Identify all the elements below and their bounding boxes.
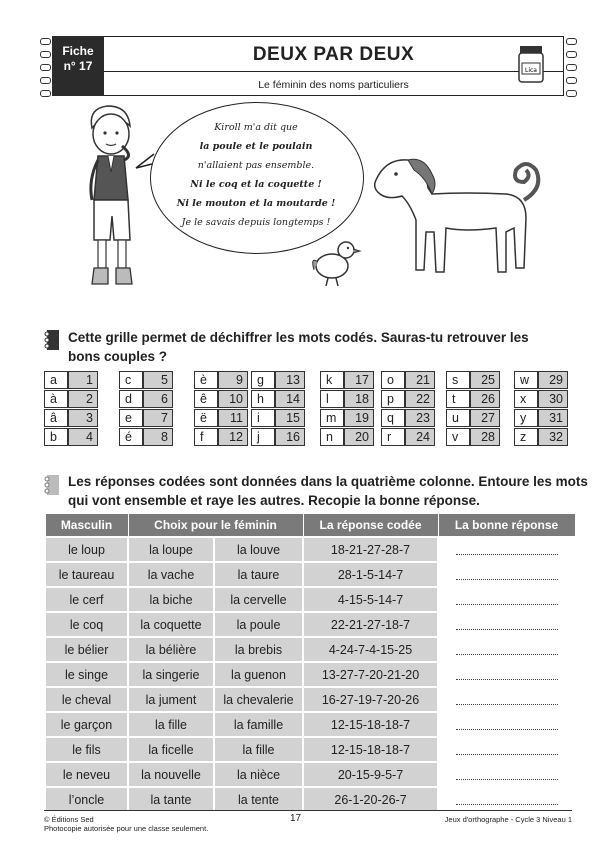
grid-number: 6 (143, 390, 173, 408)
grid-letter: i (251, 409, 275, 427)
speech-line: Ni le mouton et la moutarde ! (176, 198, 336, 209)
grid-letter: n (320, 428, 344, 446)
title-box (104, 36, 564, 96)
choice-cell[interactable]: la poule (214, 612, 303, 637)
grid-number: 8 (143, 428, 173, 446)
choice-cell[interactable]: la guenon (214, 662, 303, 687)
grid-letter: è (194, 371, 218, 389)
code-cell: 12-15-18-18-7 (303, 737, 438, 762)
photocopy-note: Photocopie autorisée pour une classe seulement. (44, 824, 209, 833)
grid-letter: s (446, 371, 470, 389)
answer-field[interactable] (438, 787, 575, 812)
code-cell: 26-1-20-26-7 (303, 787, 438, 812)
grid-number: 23 (405, 409, 435, 427)
masculin-cell: le fils (45, 737, 128, 762)
choice-cell[interactable]: la chevalerie (214, 687, 303, 712)
masculin-cell: le garçon (45, 712, 128, 737)
choice-cell[interactable]: la jument (128, 687, 214, 712)
grid-letter: j (251, 428, 275, 446)
grid-number: 17 (344, 371, 374, 389)
choice-cell[interactable]: la tante (128, 787, 214, 812)
grid-letter: o (381, 371, 405, 389)
choice-cell[interactable]: la fille (214, 737, 303, 762)
answer-field[interactable] (438, 737, 575, 762)
grid-letter: h (251, 390, 275, 408)
dotted-line (456, 642, 558, 655)
answer-field[interactable] (438, 537, 575, 562)
fiche-label: Fiche (62, 44, 94, 58)
chick-illustration (306, 236, 362, 288)
fiche-badge (52, 36, 104, 96)
table-row (45, 537, 575, 562)
code-cell: 4-15-5-14-7 (303, 587, 438, 612)
table-row (45, 737, 575, 762)
grid-number: 2 (68, 390, 98, 408)
grid-number: 18 (344, 390, 374, 408)
grid-letter: y (514, 409, 538, 427)
grid-letter: t (446, 390, 470, 408)
table-row (45, 787, 575, 812)
choice-cell[interactable]: la fille (128, 712, 214, 737)
answer-field[interactable] (438, 662, 575, 687)
instruction-1-line: bons couples ? (68, 349, 168, 364)
answer-field[interactable] (438, 687, 575, 712)
page-number: 17 (290, 813, 302, 824)
table-row (45, 687, 575, 712)
header-masculin: Masculin (45, 514, 128, 538)
binder-rings-left (40, 38, 52, 96)
instruction-1 (68, 328, 529, 366)
grid-number: 25 (470, 371, 500, 389)
grid-letter: c (119, 371, 143, 389)
dotted-line (456, 792, 558, 805)
choice-cell[interactable]: la tente (214, 787, 303, 812)
choice-cell[interactable]: la singerie (128, 662, 214, 687)
grid-letter: p (381, 390, 405, 408)
choice-cell[interactable]: la nièce (214, 762, 303, 787)
grid-number: 7 (143, 409, 173, 427)
code-cell: 22-21-27-18-7 (303, 612, 438, 637)
header-code: La réponse codée (303, 514, 438, 538)
grid-letter: q (381, 409, 405, 427)
grid-letter: à (44, 390, 68, 408)
dotted-line (456, 667, 558, 680)
dotted-line (456, 542, 558, 555)
grid-number: 20 (344, 428, 374, 446)
jar-label: Lica (525, 67, 537, 74)
grid-number: 1 (68, 371, 98, 389)
grid-number: 12 (218, 428, 248, 446)
choice-cell[interactable]: la famille (214, 712, 303, 737)
code-cell: 20-15-9-5-7 (303, 762, 438, 787)
page-subtitle: Le féminin des noms particuliers (258, 79, 409, 91)
dotted-line (456, 717, 558, 730)
grid-number: 13 (275, 371, 305, 389)
copyright-text: © Éditions Sed (44, 815, 94, 824)
grid-number: 26 (470, 390, 500, 408)
notebook-icon (44, 329, 60, 351)
answer-field[interactable] (438, 712, 575, 737)
answer-table (44, 513, 576, 813)
masculin-cell: l’oncle (45, 787, 128, 812)
footer-book-title: Jeux d'orthographe - Cycle 3 Niveau 1 (444, 815, 572, 824)
code-cell: 4-24-7-4-15-25 (303, 637, 438, 662)
grid-number: 30 (538, 390, 568, 408)
grid-letter: m (320, 409, 344, 427)
grid-letter: l (320, 390, 344, 408)
code-cell: 13-27-7-20-21-20 (303, 662, 438, 687)
page-title: DEUX PAR DEUX (252, 44, 415, 65)
grid-number: 31 (538, 409, 568, 427)
choice-cell[interactable]: la taure (214, 562, 303, 587)
table-row (45, 762, 575, 787)
grid-number: 28 (470, 428, 500, 446)
grid-letter: k (320, 371, 344, 389)
choice-cell[interactable]: la ficelle (128, 737, 214, 762)
grid-letter: e (119, 409, 143, 427)
instruction-2-line: qui vont ensemble et raye les autres. Recopie la bonne réponse. (68, 493, 480, 508)
grid-letter: u (446, 409, 470, 427)
answer-field[interactable] (438, 562, 575, 587)
table-row (45, 712, 575, 737)
grid-number: 29 (538, 371, 568, 389)
masculin-cell: le bélier (45, 637, 128, 662)
grid-number: 3 (68, 409, 98, 427)
grid-letter: f (194, 428, 218, 446)
speech-line: Ni le coq et la coquette ! (190, 179, 322, 190)
masculin-cell: le loup (45, 537, 128, 562)
grid-number: 19 (344, 409, 374, 427)
table-row (45, 612, 575, 637)
masculin-cell: le taureau (45, 562, 128, 587)
grid-number: 16 (275, 428, 305, 446)
glue-jar-icon (516, 44, 546, 84)
grid-letter: ë (194, 409, 218, 427)
grid-letter: a (44, 371, 68, 389)
choice-cell[interactable]: la vache (128, 562, 214, 587)
grid-number: 21 (405, 371, 435, 389)
grid-number: 15 (275, 409, 305, 427)
choice-cell[interactable]: la cervelle (214, 587, 303, 612)
speech-line: Je le savais depuis longtemps ! (181, 217, 331, 228)
code-cell: 28-1-5-14-7 (303, 562, 438, 587)
grid-letter: b (44, 428, 68, 446)
choice-cell[interactable]: la bélière (128, 637, 214, 662)
horse-illustration (366, 148, 546, 280)
table-row (45, 662, 575, 687)
dotted-line (456, 692, 558, 705)
dotted-line (456, 617, 558, 630)
dotted-line (456, 592, 558, 605)
speech-line: n'allaient pas ensemble. (197, 160, 315, 171)
speech-line: la poule et le poulain (199, 141, 313, 152)
header-choix: Choix pour le féminin (128, 514, 303, 538)
grid-number: 32 (538, 428, 568, 446)
grid-letter: ê (194, 390, 218, 408)
choice-cell[interactable]: la brebis (214, 637, 303, 662)
choice-cell[interactable]: la biche (128, 587, 214, 612)
grid-letter: w (514, 371, 538, 389)
masculin-cell: le coq (45, 612, 128, 637)
grid-letter: â (44, 409, 68, 427)
code-cell: 12-15-18-18-7 (303, 712, 438, 737)
masculin-cell: le neveu (45, 762, 128, 787)
grid-number: 24 (405, 428, 435, 446)
dotted-line (456, 742, 558, 755)
grid-number: 11 (218, 409, 248, 427)
instruction-1-line: Cette grille permet de déchiffrer les mots codés. Sauras-tu retrouver les (68, 330, 529, 345)
choice-cell[interactable]: la coquette (128, 612, 214, 637)
notebook-icon (44, 474, 60, 496)
masculin-cell: le singe (45, 662, 128, 687)
grid-letter: x (514, 390, 538, 408)
grid-letter: d (119, 390, 143, 408)
dotted-line (456, 567, 558, 580)
choice-cell[interactable]: la nouvelle (128, 762, 214, 787)
speech-line: Kiroll m'a dit que (214, 122, 298, 133)
grid-number: 14 (275, 390, 305, 408)
instruction-2-line: Les réponses codées sont données dans la quatrième colonne. Entoure les mots (68, 474, 588, 489)
grid-number: 27 (470, 409, 500, 427)
grid-number: 9 (218, 371, 248, 389)
grid-letter: r (381, 428, 405, 446)
grid-letter: é (119, 428, 143, 446)
answer-field[interactable] (438, 587, 575, 612)
instruction-2 (68, 472, 588, 510)
code-cell: 16-27-19-7-20-26 (303, 687, 438, 712)
code-cell: 18-21-27-28-7 (303, 537, 438, 562)
boy-illustration (78, 100, 148, 292)
speech-text (150, 118, 362, 232)
grid-number: 5 (143, 371, 173, 389)
masculin-cell: le cheval (45, 687, 128, 712)
grid-number: 10 (218, 390, 248, 408)
choice-cell[interactable]: la loupe (128, 537, 214, 562)
answer-field[interactable] (438, 637, 575, 662)
table-row (45, 637, 575, 662)
grid-letter: z (514, 428, 538, 446)
table-header-row (45, 514, 575, 538)
answer-field[interactable] (438, 612, 575, 637)
answer-field[interactable] (438, 762, 575, 787)
grid-number: 4 (68, 428, 98, 446)
footer-copyright (44, 815, 208, 833)
fiche-number: n° 17 (63, 59, 93, 73)
grid-letter: g (251, 371, 275, 389)
choice-cell[interactable]: la louve (214, 537, 303, 562)
masculin-cell: le cerf (45, 587, 128, 612)
grid-number: 22 (405, 390, 435, 408)
dotted-line (456, 767, 558, 780)
table-row (45, 562, 575, 587)
header-reponse: La bonne réponse (438, 514, 575, 538)
table-row (45, 587, 575, 612)
binder-rings-right (566, 38, 578, 96)
grid-letter: v (446, 428, 470, 446)
